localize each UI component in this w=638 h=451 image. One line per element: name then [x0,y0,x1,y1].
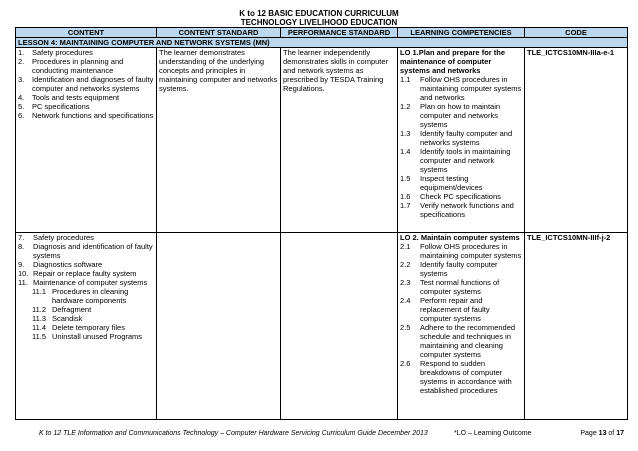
col-header-learning-competencies: LEARNING COMPETENCIES [398,28,525,38]
competency-item: 2.5 Adhere to the recommended schedule and techniques in maintaining and cleaning computer systems [400,323,516,359]
content-sub-item: 11.1 Procedures in cleaning hardware components [32,287,129,305]
col-header-code: CODE [525,28,628,38]
performance-standard-cell: The learner independently demonstrates skills in computer and network systems as prescribed by TESDA Training Regulations. [281,48,398,233]
content-cell [16,48,157,233]
lesson-row [16,38,628,48]
curriculum-title: K to 12 BASIC EDUCATION CURRICULUM [239,9,399,18]
competency-item: 1.1 Follow OHS procedures in maintaining computer systems and networks [400,75,522,102]
content-item: 7. Safety procedures [18,233,94,242]
content-item: 4. Tools and tests equipment [18,93,120,102]
content-item: 6. Network functions and specifications [18,111,154,120]
competencies-cell [398,233,525,420]
competency-item: 1.7 Verify network functions and specifications [400,201,514,219]
competency-item: 2.3 Test normal functions of computer systems [400,278,500,296]
content-item: 10. Repair or replace faulty system [18,269,137,278]
competency-item: 1.4 Identify tools in maintaining computer and network systems [400,147,511,174]
competency-item: 2.1 Follow OHS procedures in maintaining computer systems [400,242,522,260]
footer-document-title: K to 12 TLE Information and Communications Technology – Computer Hardware Servicing Curriculum Guide December 2013 [39,430,428,437]
competencies-cell [398,48,525,233]
table-row [16,48,628,233]
content-standard-cell: The learner demonstrates understanding of the underlying concepts and principles in maintaining computer and networks systems. [157,48,281,233]
competency-item: 2.6 Respond to sudden breakdowns of computer systems in accordance with established procedures [400,359,512,395]
content-item: 11. Maintenance of computer systems [18,278,148,287]
content-item: 9. Diagnostics software [18,260,103,269]
content-standard-cell [157,233,281,420]
footer-lo-legend: *LO – Learning Outcome [454,430,532,437]
curriculum-table [15,27,628,420]
competency-item: 2.2 Identify faulty computer systems [400,260,498,278]
page-number: Page 13 of 17 [580,430,624,437]
content-sub-item: 11.5 Uninstall unused Programs [32,332,143,341]
learning-outcome-title: LO 2. Maintain computer systems [400,233,520,242]
content-sub-list [18,287,154,341]
code-cell: TLE_ICTCS10MN-IIIf-j-2 [525,233,628,420]
content-cell [16,233,157,420]
competency-item: 1.6 Check PC specifications [400,192,501,201]
content-item: 8. Diagnosis and identification of faulty systems [18,242,153,260]
competency-item: 1.5 Inspect testing equipment/devices [400,174,483,192]
content-item: 1. Safety procedures [18,48,93,57]
learning-outcome-title: LO 1.Plan and prepare for the maintenance of computer systems and networks [400,48,506,75]
content-sub-item: 11.3 Scandisk [32,314,83,323]
table-row [16,233,628,420]
content-item: 5. PC specifications [18,102,90,111]
performance-standard-cell [281,233,398,420]
col-header-content-standard: CONTENT STANDARD [157,28,281,38]
col-header-performance-standard: PERFORMANCE STANDARD [281,28,398,38]
content-sub-item: 11.4 Delete temporary files [32,323,125,332]
lesson-title: LESSON 4: MAINTAINING COMPUTER AND NETWORK SYSTEMS (MN) [16,38,628,48]
col-header-content: CONTENT [16,28,157,38]
content-sub-item: 11.2 Defragment [32,305,92,314]
competency-item: 1.2 Plan on how to maintain computer and networks systems [400,102,501,129]
content-item: 3. Identification and diagnoses of faulty computer and networks systems [18,75,154,93]
content-item: 2. Procedures in planning and conducting maintenance [18,57,124,75]
column-header-row [16,28,628,38]
competency-item: 1.3 Identify faulty computer and networks systems [400,129,513,147]
curriculum-subtitle: TECHNOLOGY LIVELIHOOD EDUCATION [240,18,398,27]
competency-item: 2.4 Perform repair and replacement of faulty computer systems [400,296,490,323]
code-cell: TLE_ICTCS10MN-IIIa-e-1 [525,48,628,233]
